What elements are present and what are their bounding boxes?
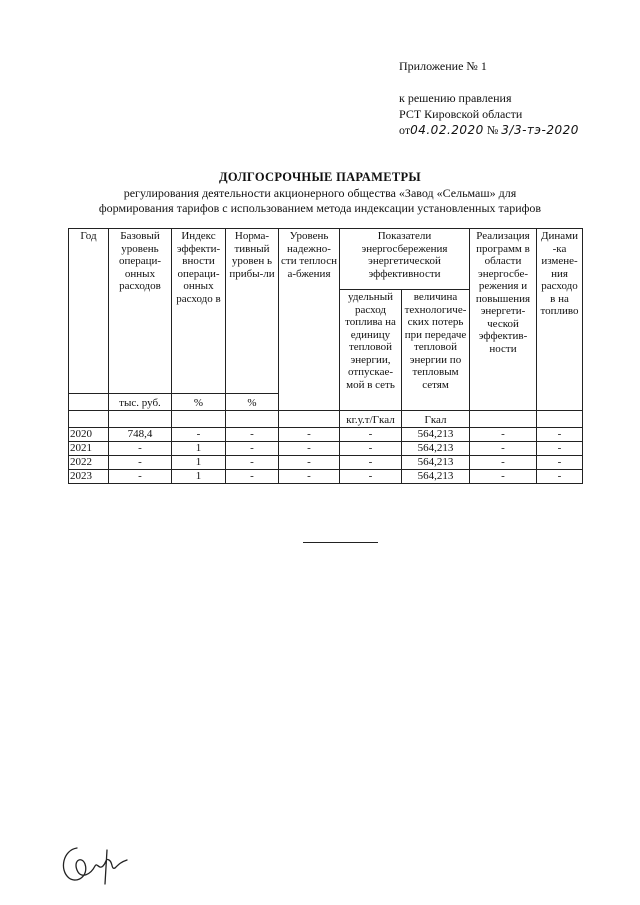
row-fuel: - <box>340 428 402 442</box>
row-programs: - <box>470 428 537 442</box>
document-title: ДОЛГОСРОЧНЫЕ ПАРАМЕТРЫ <box>219 170 421 184</box>
row-losses: 564,213 <box>402 428 470 442</box>
units-base-level: тыс. руб. <box>109 394 172 411</box>
row-year: 2023 <box>69 470 109 484</box>
row-profit: - <box>226 470 279 484</box>
units-year <box>69 394 109 411</box>
signature-mark <box>55 840 135 890</box>
row-base: - <box>109 442 172 456</box>
row-index: - <box>172 428 226 442</box>
row-losses: 564,213 <box>402 456 470 470</box>
document-subtitle <box>40 186 600 216</box>
header-year: Год <box>69 229 109 394</box>
appendix-decision: к решению правления <box>399 91 512 105</box>
row-year: 2020 <box>69 428 109 442</box>
units-losses: Гкал <box>402 411 470 428</box>
header-row-1 <box>69 229 583 290</box>
header-reliability: Уровень надежно-сти теплосн а-бжения <box>279 229 340 411</box>
row-programs: - <box>470 442 537 456</box>
row-reliability: - <box>279 442 340 456</box>
row-base: 748,4 <box>109 428 172 442</box>
units-spacer-programs <box>470 411 537 428</box>
number-prefix: № <box>486 123 499 137</box>
row-fuel: - <box>340 456 402 470</box>
table-row <box>69 428 583 442</box>
row-programs: - <box>470 456 537 470</box>
decision-number: 3/3-тэ-2020 <box>501 123 579 137</box>
header-losses: величина технологиче-ских потерь при передаче тепловой энергии по тепловым сетям <box>402 290 470 411</box>
row-dynamics: - <box>537 442 583 456</box>
row-profit: - <box>226 456 279 470</box>
row-index: 1 <box>172 442 226 456</box>
row-profit: - <box>226 442 279 456</box>
units-normative-profit: % <box>226 394 279 411</box>
subtitle-line-2: формирования тарифов с использованием метода индексации установленных тарифов <box>98 201 542 215</box>
units-spacer-dynamics <box>537 411 583 428</box>
decision-date: 04.02.2020 <box>410 123 484 137</box>
row-losses: 564,213 <box>402 470 470 484</box>
row-profit: - <box>226 428 279 442</box>
units-spacer-base <box>109 411 172 428</box>
closing-rule <box>303 542 378 543</box>
appendix-title: Приложение № 1 <box>399 59 487 73</box>
header-programs: Реализация программ в области энергосбе-режения и повышения энергети-ческой эффектив-ности <box>470 229 537 411</box>
subtitle-line-1: регулирования деятельности акционерного общества «Завод «Сельмаш» для <box>123 186 517 200</box>
header-base-level: Базовый уровень операци-онных расходов <box>109 229 172 394</box>
table-row <box>69 442 583 456</box>
row-dynamics: - <box>537 456 583 470</box>
parameters-table <box>68 228 583 484</box>
units-spacer-profit <box>226 411 279 428</box>
units-efficiency-index: % <box>172 394 226 411</box>
header-energy-saving: Показатели энергосбережения энергетической эффективности <box>340 229 470 290</box>
units-specific-fuel: кг.у.т/Гкал <box>340 411 402 428</box>
row-reliability: - <box>279 456 340 470</box>
row-reliability: - <box>279 470 340 484</box>
table-row <box>69 456 583 470</box>
header-normative-profit: Норма-тивный уровен ь прибы-ли <box>226 229 279 394</box>
row-year: 2022 <box>69 456 109 470</box>
row-dynamics: - <box>537 470 583 484</box>
row-losses: 564,213 <box>402 442 470 456</box>
row-dynamics: - <box>537 428 583 442</box>
row-programs: - <box>470 470 537 484</box>
header-efficiency-index: Индекс эффекти-вности операци-онных расходо в <box>172 229 226 394</box>
units-spacer-reliability <box>279 411 340 428</box>
units-spacer-year <box>69 411 109 428</box>
appendix-block <box>399 58 629 138</box>
header-specific-fuel: удельный расход топлива на единицу тепловой энергии, отпускае-мой в сеть <box>340 290 402 411</box>
row-year: 2021 <box>69 442 109 456</box>
row-index: 1 <box>172 470 226 484</box>
table-row <box>69 470 583 484</box>
row-base: - <box>109 470 172 484</box>
header-fuel-dynamics: Динами -ка измене-ния расходо в на топливо <box>537 229 583 411</box>
row-fuel: - <box>340 442 402 456</box>
row-index: 1 <box>172 456 226 470</box>
row-reliability: - <box>279 428 340 442</box>
appendix-authority: РСТ Кировской области <box>399 107 523 121</box>
date-prefix: от <box>399 123 411 137</box>
appendix-gap <box>399 74 629 90</box>
units-spacer-index <box>172 411 226 428</box>
units-row-visible <box>69 411 583 428</box>
appendix-date-line <box>399 122 629 138</box>
row-fuel: - <box>340 470 402 484</box>
row-base: - <box>109 456 172 470</box>
